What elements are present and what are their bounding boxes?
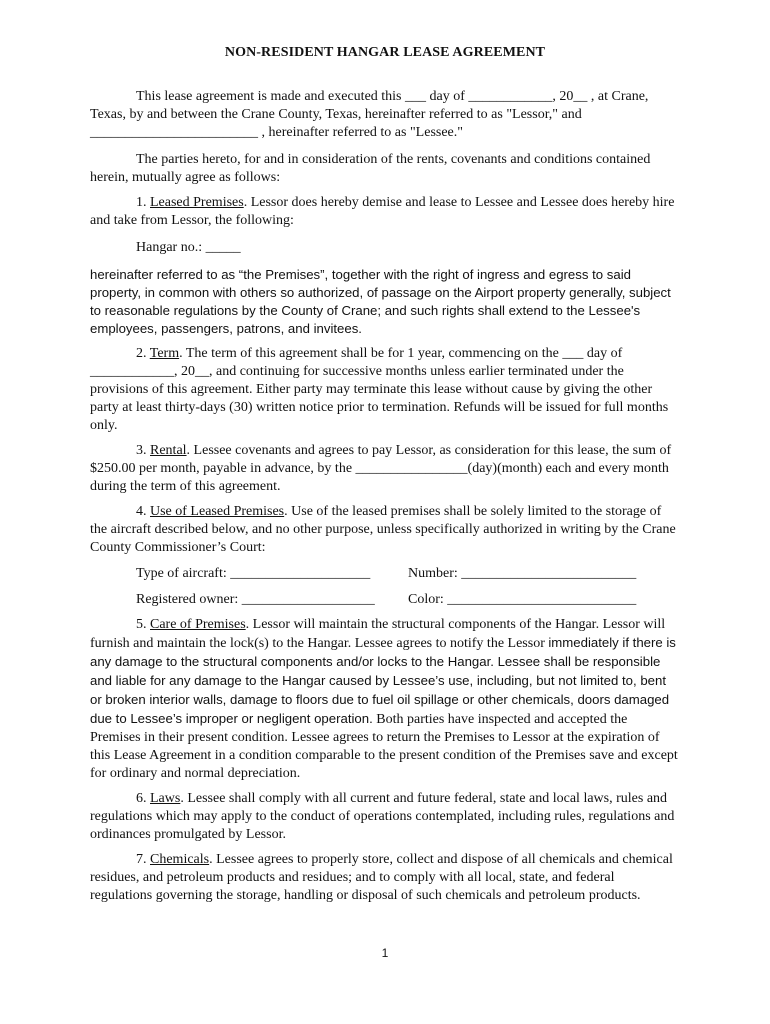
aircraft-fields-row-2 [90,591,680,609]
section-care-of-premises [90,616,680,783]
section-text: Both parties have inspected and accepted the Premises in their present condition. Lessee agrees to return the Premises to Lessor at the expiration of this Lease Agreement in a condition comparable to the present condition of the Premises save and except for ordinary and normal depreciation. [90,712,678,781]
section-number: 3. [136,443,147,458]
section-heading: Rental [150,443,187,458]
section-text: . Lessee shall comply with all current and future federal, state and local laws, rules and regulations which may apply to the conduct of operations contemplated, including rules, regulations and ordinances promulgated by Lessor. [90,791,675,842]
intro-paragraph: This lease agreement is made and executed this ___ day of ____________, 20__ , at Crane, Texas, by and between the Crane County, Texas, hereinafter referred to as "Lessor," and ________________________ , hereinafter referred to as "Lessee." [90,89,649,140]
aircraft-fields-row-1 [90,565,680,583]
document-body [90,44,680,905]
section-number: 7. [136,852,147,867]
section-heading: Use of Leased Premises [150,504,285,519]
section-use-of-premises [90,503,680,557]
document-title: NON-RESIDENT HANGAR LEASE AGREEMENT [224,45,546,60]
type-of-aircraft-field: Type of aircraft: ____________________ [136,566,371,581]
section-number: 4. [136,504,147,519]
page-number: 1 [381,946,389,960]
hangar-number-field: Hangar no.: _____ [136,240,241,255]
section-heading: Chemicals [150,852,210,867]
section-number: 2. [136,346,147,361]
aircraft-number-field: Number: _________________________ [408,566,637,581]
section-chemicals [90,851,680,905]
premises-description: hereinafter referred to as “the Premises”, together with the right of ingress and egress to said property, in common with others so authorized, of passage on the Airport property generally, subject to reasonable regulations by the County of Crane; and such rights shall extend to the Lessee's employees, passengers, patrons, and invitees. [90,267,671,336]
section-text: . Use of the leased premises shall be solely limited to the storage of the aircraft described below, and no other purpose, unless specifically authorized in writing by the Crane County Commissioner’s Court: [90,504,676,555]
section-laws [90,790,680,844]
section-text: . Lessee covenants and agrees to pay Lessor, as consideration for this lease, the sum of $250.00 per month, payable in advance, by the ________________(day)(month) each and every month during the term of this agreement. [90,443,672,494]
section-text: . Lessor does hereby demise and lease to Lessee and Lessee does hereby hire and take from Lessor, the following: [90,195,675,228]
section-number: 6. [136,791,147,806]
aircraft-color-field: Color: ___________________________ [408,592,637,607]
section-heading: Laws [150,791,181,806]
registered-owner-field: Registered owner: ___________________ [136,592,375,607]
section-term [90,345,680,435]
section-heading: Leased Premises [150,195,244,210]
section-text: . The term of this agreement shall be for 1 year, commencing on the ___ day of ____________, 20__, and continuing for successive months unless earlier terminated under the provisions of this agreement. Either party may terminate this lease without cause by giving the other party at least thirty-days (30) written notice prior to termination. Refunds will be issued for full months only. [90,346,669,433]
section-text: . Lessor will maintain the structural components of the Hangar. Lessor will furnish and maintain the lock(s) to the Hangar. Lessee agrees to notify the Lessor [90,617,666,651]
section-leased-premises [90,194,680,230]
section-text: . Lessee agrees to properly store, collect and dispose of all chemicals and chemical residues, and petroleum products and residues; and to comply with all local, state, and federal regulations governing the storage, handling or disposal of such chemicals and petroleum products. [90,852,673,903]
section-number: 1. [136,195,147,210]
parties-paragraph: The parties hereto, for and in consideration of the rents, covenants and conditions contained herein, mutually agree as follows: [90,152,651,185]
section-rental [90,442,680,496]
section-heading: Care of Premises [150,617,246,632]
section-heading: Term [149,346,180,361]
section-text: immediately if there is any damage to the structural components and/or locks to the Hangar. Lessee shall be responsible and liable for any damage to the Hangar caused by Lessee’s use, including, but not limited to, bent or broken interior walls, damage to floors due to fuel oil spillage or other chemicals, doors damaged due to Lessee’s improper or negligent operation. [90,635,676,726]
section-number: 5. [136,617,147,632]
